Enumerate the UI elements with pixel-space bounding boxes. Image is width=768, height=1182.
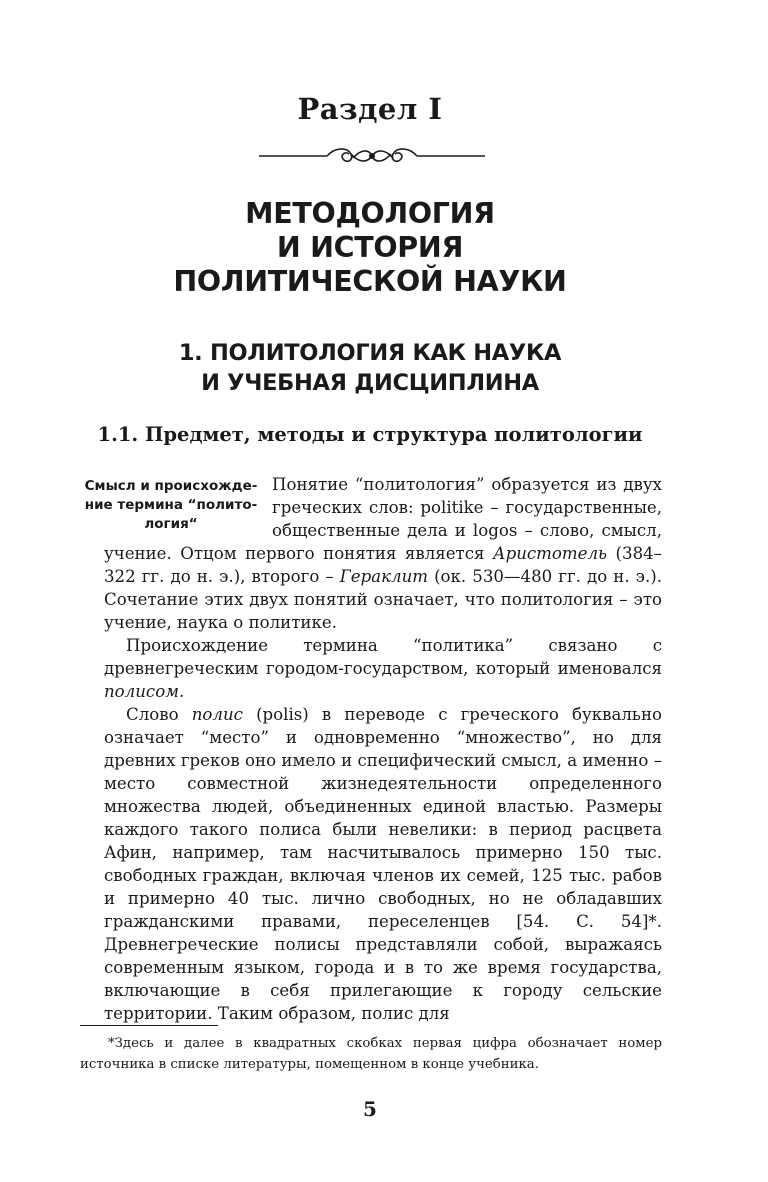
part-title bbox=[0, 197, 740, 299]
paragraph: Понятие “политология” образуется из двух греческих слов: politike – государственные, общественные дела и logos – слово, смысл, учение. Отцом первого понятия является Аристотель (384–322 гг. до н. э.), второго – Гераклит (ок. 530—480 гг. до н. э.). Сочетание этих двух понятий означает, что политология – это учение, наука о политике. bbox=[104, 475, 663, 632]
footnote-rule bbox=[80, 1025, 218, 1026]
chapter-title bbox=[0, 338, 740, 398]
paragraph: Слово полис (polis) в переводе с греческого буквально означает “место” и одновременно “множество”, но для древних греков оно имело и специфический смысл, а именно – место совместной жизнедеятельности определенного множества людей, объединенных единой властью. Размеры каждого такого полиса были невелики: в период расцвета Афин, например, там насчитывалось примерно 150 тыс. свободных граждан, включая членов их семей, 125 тыс. рабов и примерно 40 тыс. лично свободных, но не обладавших гражданскими правами, переселенцев [54. С. 54]*. Древнегреческие полисы представляли собой, выражаясь современным языком, города и в то же время государства, включающие в себя прилегающие к городу сельские территории. Таким образом, полис для bbox=[104, 705, 662, 1023]
chapter-title-line: 1. ПОЛИТОЛОГИЯ КАК НАУКА bbox=[178, 340, 562, 366]
margin-note: Смысл и происхожде-ние термина “полито-логия“ bbox=[84, 478, 258, 532]
chapter-title-line: И УЧЕБНАЯ ДИСЦИПЛИНА bbox=[201, 370, 539, 396]
subsection-title: 1.1. Предмет, методы и структура политологии bbox=[97, 423, 643, 446]
part-title-line: И ИСТОРИЯ bbox=[276, 231, 464, 264]
footnote-text: *Здесь и далее в квадратных скобках первая цифра обозначает номер источника в списке литературы, помещенном в конце учебника. bbox=[80, 1036, 662, 1072]
page-number: 5 bbox=[363, 1097, 377, 1121]
paragraph: Происхождение термина “политика” связано с древнегреческим городом-государством, который именовался полисом. bbox=[104, 636, 662, 701]
ornament-divider-icon bbox=[257, 141, 487, 171]
part-title-line: МЕТОДОЛОГИЯ bbox=[245, 197, 495, 230]
part-title-line: ПОЛИТИЧЕСКОЙ НАУКИ bbox=[173, 265, 567, 298]
body-text bbox=[84, 473, 663, 1025]
section-label: Раздел I bbox=[297, 92, 443, 126]
footnote bbox=[80, 1033, 662, 1075]
